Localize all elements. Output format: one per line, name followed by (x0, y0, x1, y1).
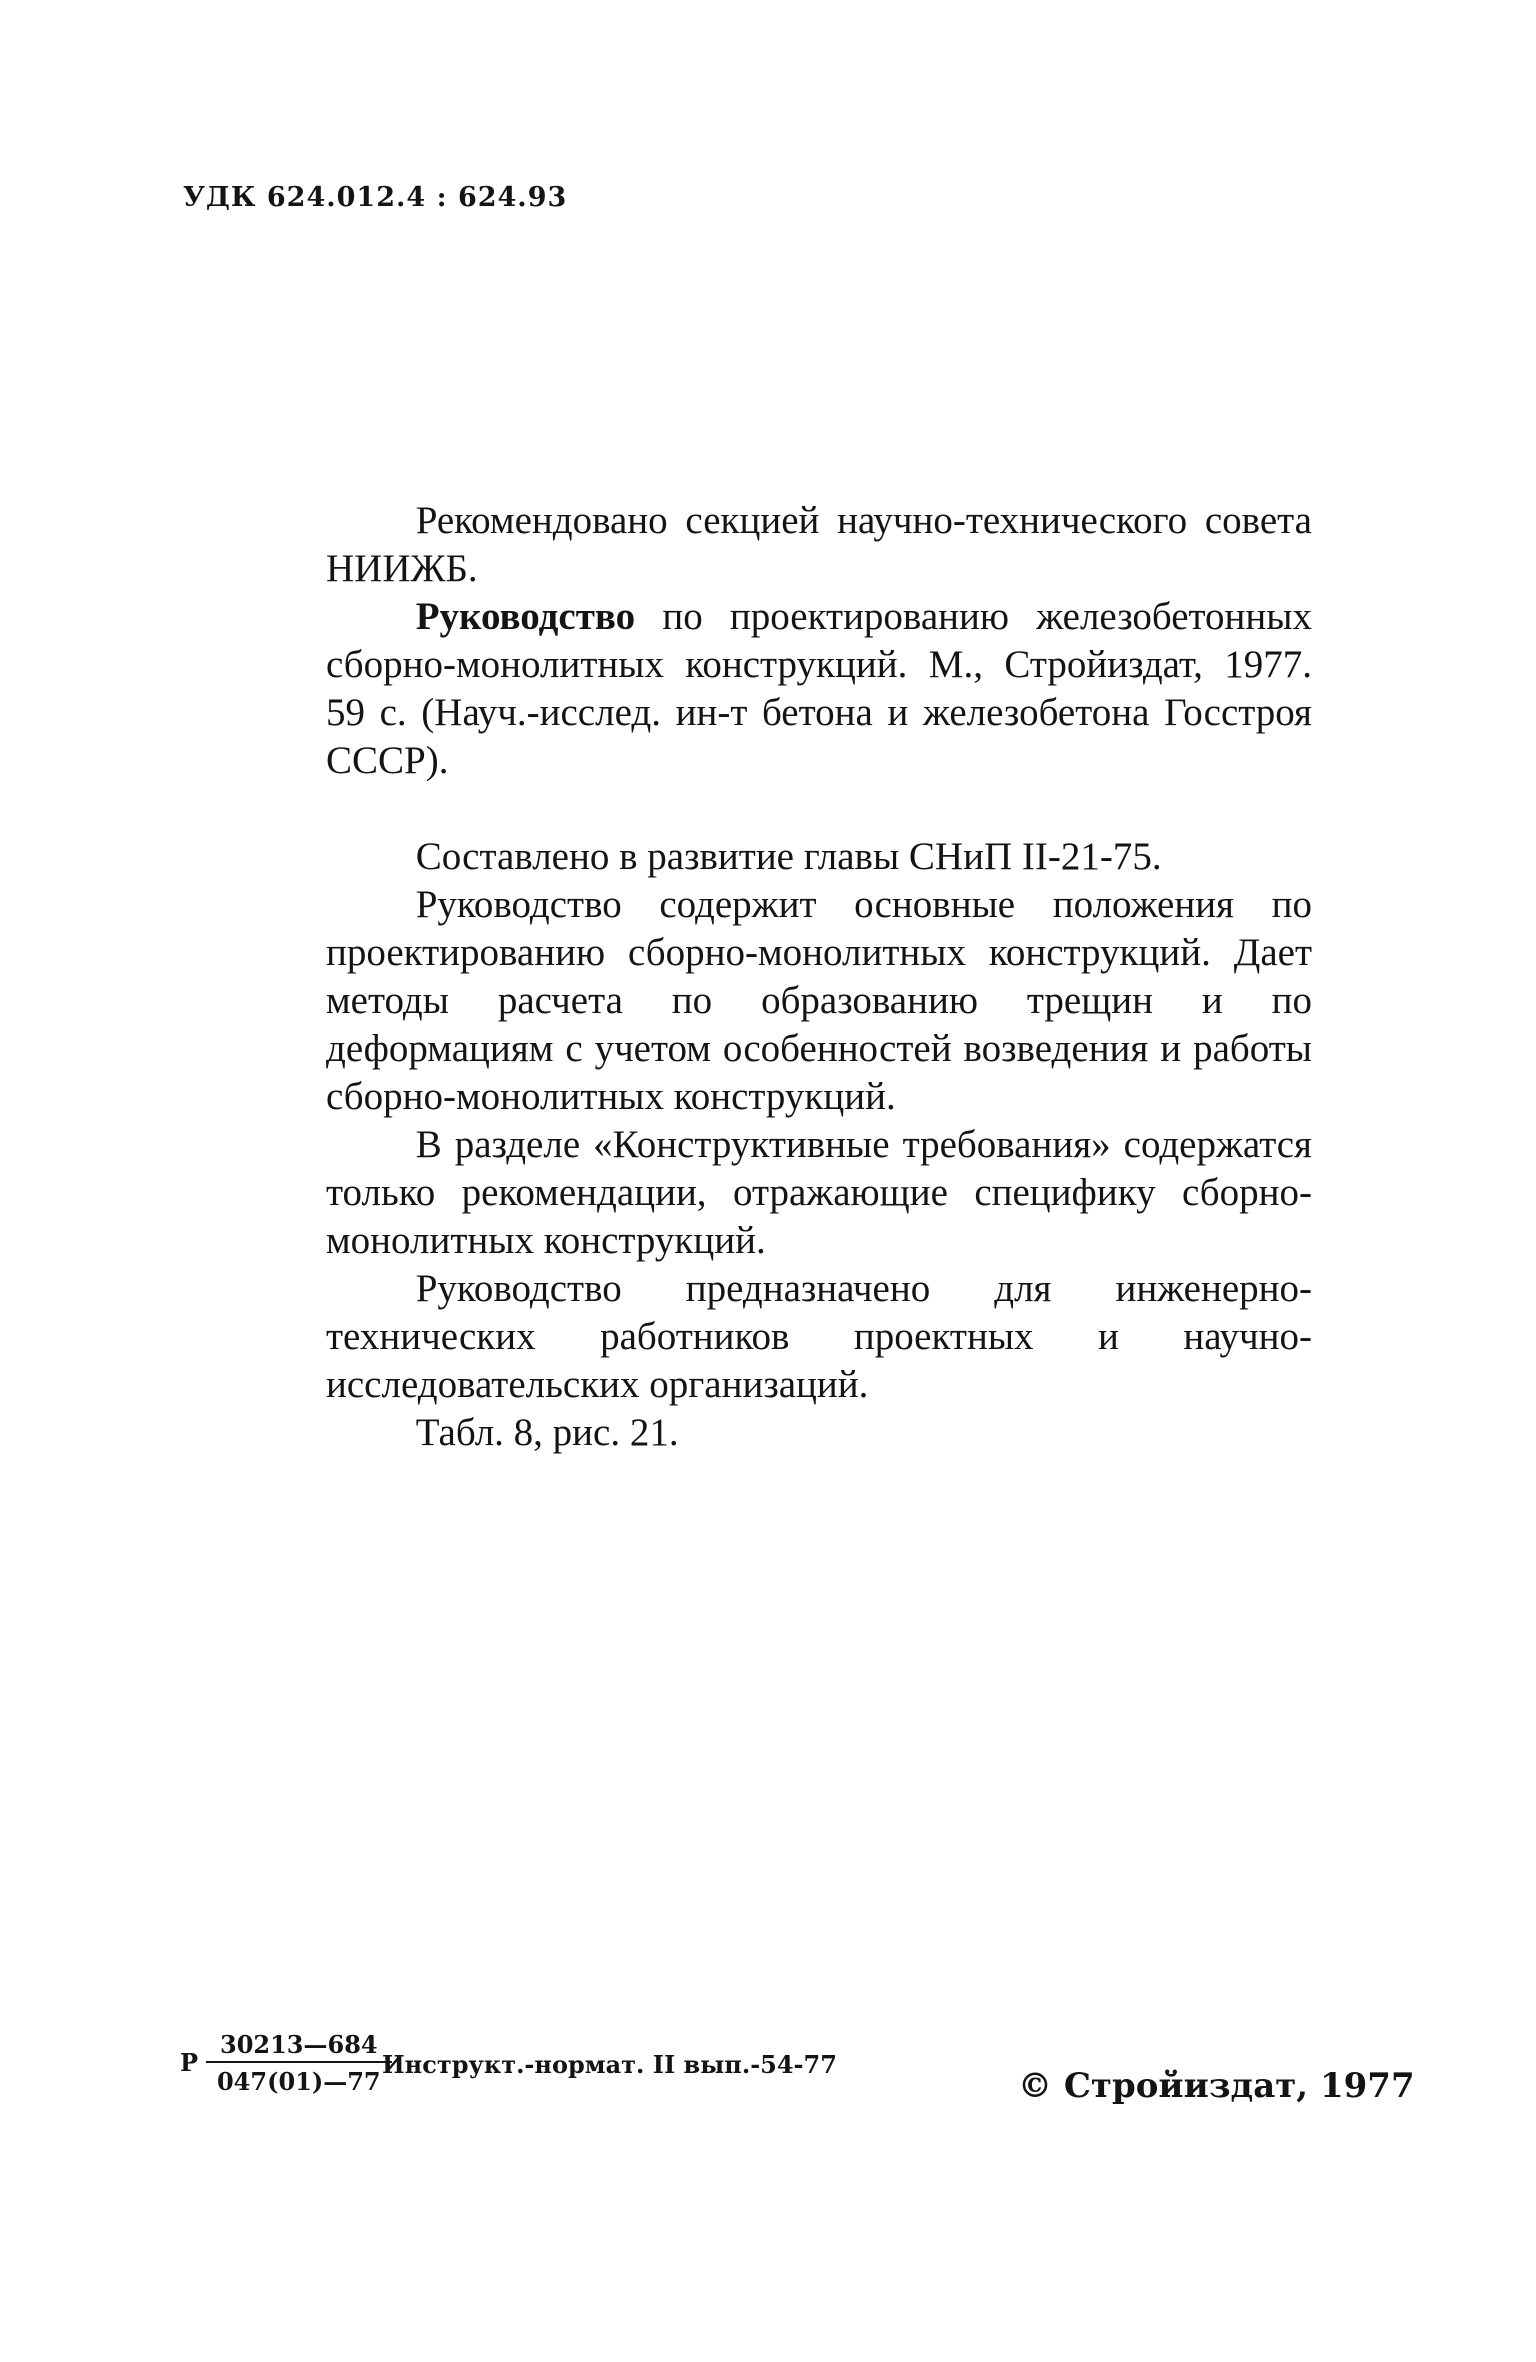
audience-note: Руководство предназначено для инженерно-технических работников проектных и научно-исследовательских организаций. (326, 1267, 1312, 1406)
imprint-prefix: Р (180, 2048, 199, 2077)
section-note: В разделе «Конструктивные требования» содержатся только рекомендации, отражающие специфику сборно-монолитных конструкций. (326, 1123, 1312, 1262)
imprint-fraction (206, 2030, 392, 2096)
imprint-numerator: 30213—684 (206, 2030, 392, 2063)
citation-text: по проектированию железобетонных сборно-монолитных конструкций. М., Стройиздат, 1977. 59 с. (Науч.-исслед. ин-т бетона и железобетона Госстроя СССР). (326, 595, 1312, 782)
bibliographic-citation (326, 593, 1312, 785)
copyright-notice: © Стройиздат, 1977 (1018, 2066, 1415, 2106)
udk-code: УДК 624.012.4 : 624.93 (183, 182, 568, 213)
recommendation-line: Рекомендовано секцией научно-технического совета НИИЖБ. (326, 499, 1312, 590)
tables-figures-count: Табл. 8, рис. 21. (415, 1411, 679, 1454)
abstract-block (326, 497, 1312, 1457)
imprint-series: Инструкт.-нормат. II вып.-54-77 (382, 2050, 837, 2079)
imprint-denominator: 047(01)—77 (216, 2067, 381, 2096)
content-summary: Руководство содержит основные положения по проектированию сборно-монолитных конструкций. Дает методы расчета по образованию трещин и по деформациям с учетом особенностей возведения и работы сборно-монолитных конструкций. (326, 883, 1312, 1118)
snip-reference: Составлено в развитие главы СНиП II-21-75. (415, 835, 1162, 878)
citation-lead-word: Руководство (415, 595, 636, 638)
